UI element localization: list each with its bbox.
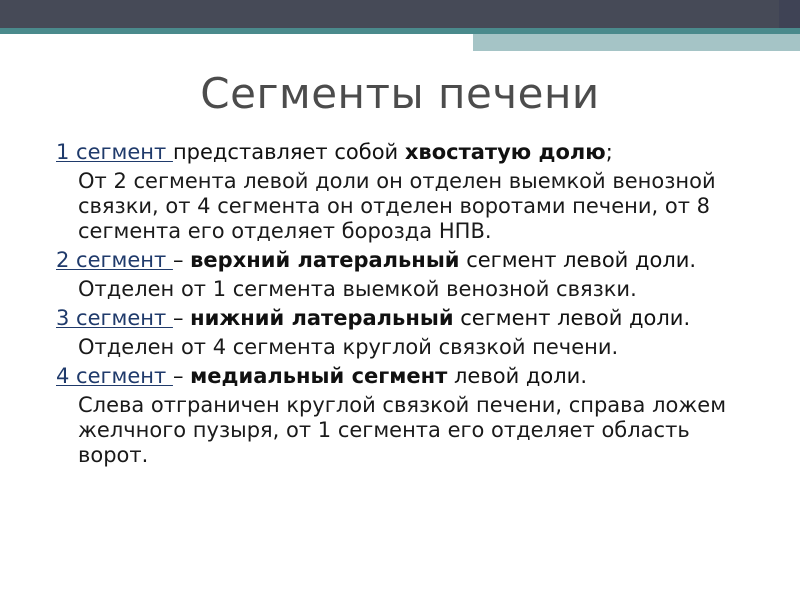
top-decorative-bar — [0, 0, 800, 28]
segment-1-text-pre: представляет собой — [172, 140, 405, 164]
segment-1-text-post: ; — [605, 140, 613, 164]
segment-3-text-post: сегмент левой доли. — [453, 306, 691, 330]
segment-4-connector: – — [172, 364, 191, 388]
segment-2-detail: Отделен от 1 сегмента выемкой венозной связки. — [78, 277, 637, 301]
slide-body — [56, 140, 756, 472]
segment-2-text-post: сегмент левой доли. — [459, 248, 697, 272]
segment-4-detail: Слева отграничен круглой связкой печени, справа ложем желчного пузыря, от 1 сегмента его отделяет область ворот. — [78, 393, 727, 467]
segment-3-detail: Отделен от 4 сегмента круглой связкой печени. — [78, 335, 619, 359]
segment-4-label: 4 сегмент — [56, 364, 173, 388]
segment-3-term: нижний латеральный — [190, 306, 454, 330]
segment-2-label: 2 сегмент — [56, 248, 173, 272]
slide-title: Сегменты печени — [200, 69, 600, 118]
segment-3-heading — [56, 306, 756, 331]
segment-2-term: верхний латеральный — [190, 248, 460, 272]
top-right-decoration — [779, 0, 800, 28]
accent-block — [473, 34, 800, 51]
segment-1-term: хвостатую долю — [404, 140, 606, 164]
segment-1-label: 1 сегмент — [56, 140, 173, 164]
segment-1-detail: От 2 сегмента левой доли он отделен выемкой венозной связки, от 4 сегмента он отделен воротами печени, от 8 сегмента его отделяет борозда НПВ. — [78, 169, 716, 243]
segment-3-connector: – — [172, 306, 191, 330]
segment-3-label: 3 сегмент — [56, 306, 173, 330]
segment-2-connector: – — [172, 248, 191, 272]
segment-2-heading — [56, 248, 756, 273]
segment-4-text-post: левой доли. — [447, 364, 588, 388]
segment-4-heading — [56, 364, 756, 389]
segment-4-term: медиальный сегмент — [190, 364, 448, 388]
segment-1-heading — [56, 140, 756, 165]
